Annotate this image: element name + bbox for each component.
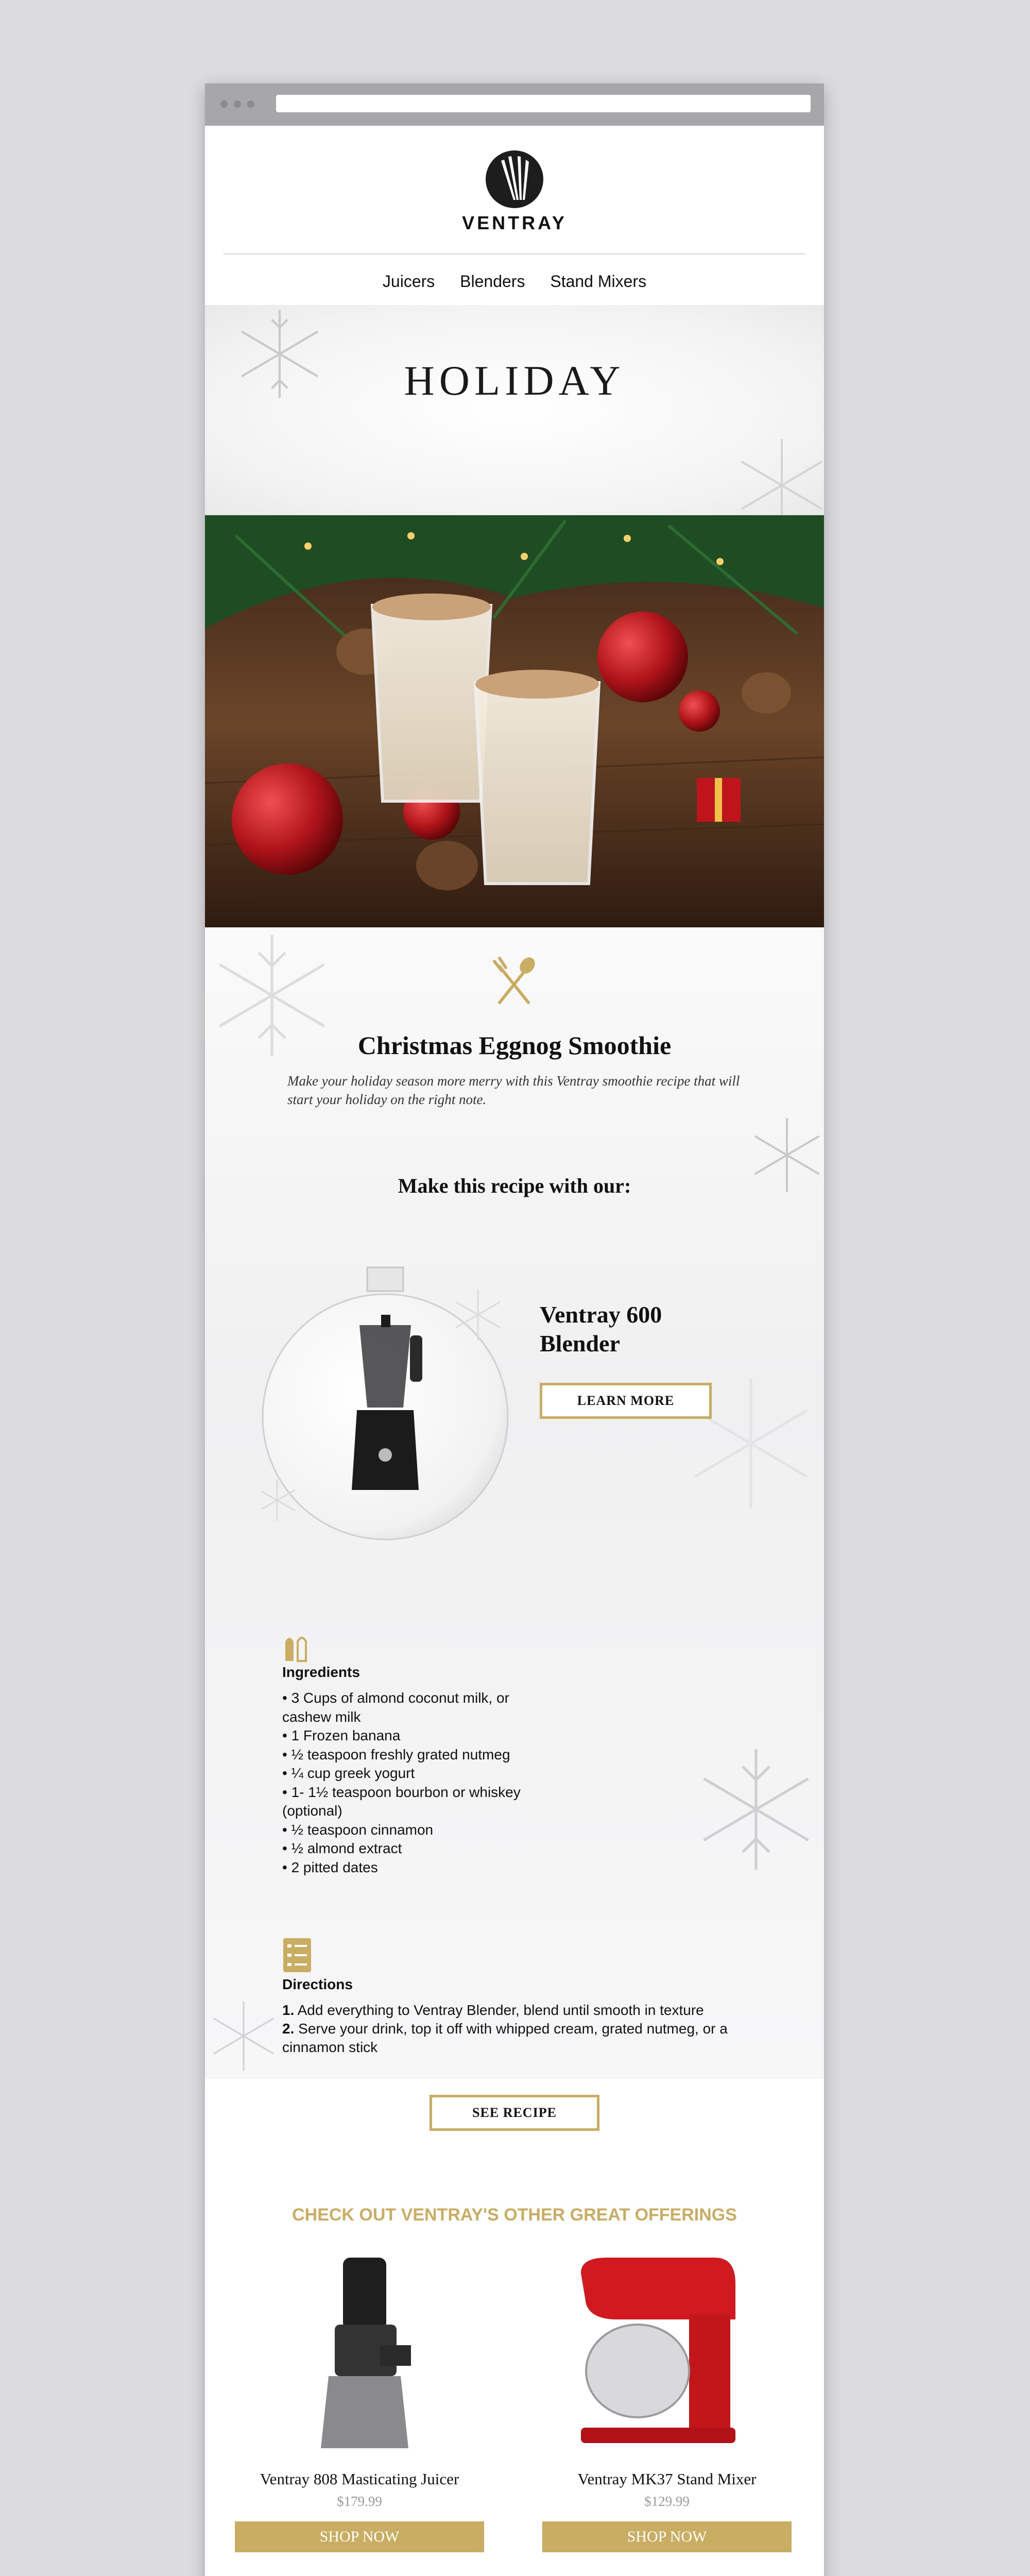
step-text: Serve your drink, top it off with whipped cream, grated nutmeg, or a cinnamon stick: [282, 2021, 728, 2055]
ingredients-heading: Ingredients: [282, 1664, 360, 1680]
learn-more-button[interactable]: LEARN MORE: [540, 1383, 712, 1419]
holiday-title: HOLIDAY: [404, 357, 625, 404]
stand-mixer-product-image[interactable]: [560, 2258, 746, 2453]
blender-ornament-image[interactable]: [262, 1263, 509, 1541]
nav-item-juicers[interactable]: Juicers: [382, 272, 435, 291]
email-window: [205, 83, 824, 2576]
list-item: • ½ teaspoon freshly grated nutmeg: [282, 1746, 510, 1762]
header-divider: [224, 253, 805, 255]
main-nav: [205, 272, 824, 291]
featured-product-name: Ventray 600 Blender: [540, 1301, 662, 1357]
browser-toolbar: [205, 83, 824, 126]
window-dot: [247, 100, 254, 108]
snowflake-icon: [205, 1990, 282, 2082]
snowflake-icon: [689, 1742, 823, 1876]
window-dot: [220, 100, 228, 108]
step-number: 2.: [282, 2021, 295, 2037]
brand-wordmark[interactable]: VENTRAY: [462, 212, 567, 233]
eggnog-hero-image[interactable]: [205, 515, 824, 927]
list-item: • ½ teaspoon cinnamon: [282, 1821, 434, 1838]
holiday-banner: [205, 305, 824, 515]
product-card: [235, 2470, 484, 2510]
list-item: • 1 Frozen banana: [282, 1727, 401, 1743]
list-item: • ½ almond extract: [282, 1840, 402, 1856]
list-item: • 2 pitted dates: [282, 1859, 378, 1875]
shop-now-button[interactable]: SHOP NOW: [542, 2521, 792, 2552]
brand-logo-icon[interactable]: [486, 150, 543, 208]
shaker-icon: [282, 1634, 312, 1664]
fork-spoon-icon: [488, 955, 540, 1012]
step-text: Add everything to Ventray Blender, blend until smooth in texture: [294, 2002, 704, 2018]
product-price: $179.99: [337, 2494, 382, 2509]
directions-heading: Directions: [282, 1976, 353, 1992]
list-item: • 3 Cups of almond coconut milk, or cashew milk: [282, 1690, 509, 1725]
checklist-icon: [282, 1937, 312, 1973]
offerings-heading: CHECK OUT VENTRAY'S OTHER GREAT OFFERINGS: [292, 2205, 737, 2225]
make-with-heading: Make this recipe with our:: [398, 1174, 631, 1197]
nav-item-blenders[interactable]: Blenders: [460, 272, 525, 291]
ingredients-list: [282, 1689, 560, 1877]
product-card: [542, 2470, 792, 2510]
juicer-product-image[interactable]: [303, 2258, 426, 2453]
window-dot: [234, 100, 241, 108]
product-price: $129.99: [644, 2494, 690, 2509]
product-name[interactable]: Ventray MK37 Stand Mixer: [577, 2470, 757, 2488]
recipe-title: Christmas Eggnog Smoothie: [357, 1031, 672, 1060]
directions-list: [282, 2001, 756, 2057]
product-name[interactable]: Ventray 808 Masticating Juicer: [260, 2470, 459, 2488]
list-item: • ¼ cup greek yogurt: [282, 1765, 415, 1781]
list-item: [282, 2020, 756, 2057]
step-number: 1.: [282, 2002, 295, 2018]
recipe-intro: Make your holiday season more merry with this Ventray smoothie recipe that will start your holiday on the right note.: [287, 1073, 740, 1107]
shop-now-button[interactable]: SHOP NOW: [235, 2521, 484, 2552]
see-recipe-button[interactable]: SEE RECIPE: [430, 2095, 599, 2131]
list-item: [282, 2001, 756, 2020]
list-item: • 1- 1½ teaspoon bourbon or whiskey (optional): [282, 1784, 521, 1819]
nav-item-stand-mixers[interactable]: Stand Mixers: [550, 272, 647, 291]
address-bar[interactable]: [276, 95, 811, 112]
